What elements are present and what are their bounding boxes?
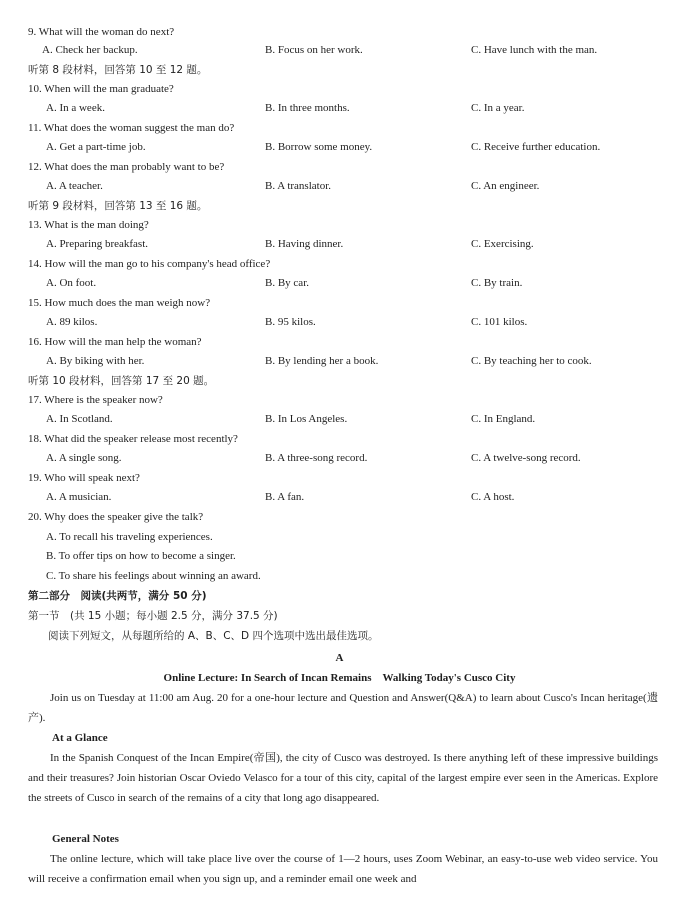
option-10c: C. In a year. (471, 102, 525, 114)
option-16a: A. By biking with her. (46, 355, 145, 367)
glance-paragraph: In the Spanish Conquest of the Incan Empire(帝国), the city of Cusco was destroyed. Is there anything left of these impressive buildings and their treasures? Join historian Oscar Oviedo Velasco for a tour of this city, capital of the largest empire ever seen in the Americas. Explore the streets of Cusco in search of the remains of a city that long ago disappeared. (28, 752, 658, 804)
question-stem-20: 20. Why does the speaker give the talk? (28, 511, 204, 523)
intro-paragraph: Join us on Tuesday at 11:00 am Aug. 20 for a one-hour lecture and Question and Answer(Q&A) to learn about Cusco's Incan heritage(遗产). (28, 692, 658, 724)
question-stem-14: 14. How will the man go to his company's head office? (28, 258, 271, 270)
option-12b: B. A translator. (265, 180, 331, 192)
passage-title: Online Lecture: In Search of Incan Remains Walking Today's Cusco City (163, 672, 516, 684)
option-15c: C. 101 kilos. (471, 316, 528, 328)
option-11c: C. Receive further education. (471, 141, 601, 153)
option-12c: C. An engineer. (471, 180, 540, 192)
option-15b: B. 95 kilos. (265, 316, 316, 328)
section-one-title: 第一节 (共 15 小题；每小题 2.5 分，满分 37.5 分) (28, 610, 278, 622)
option-14b: B. By car. (265, 277, 309, 289)
section-heading-9: 听第 9 段材料，回答第 13 至 16 题。 (28, 200, 208, 212)
option-16b: B. By lending her a book. (265, 355, 379, 367)
option-14a: A. On foot. (46, 277, 97, 289)
option-9c: C. Have lunch with the man. (471, 44, 598, 56)
part-two-title: 第二部分 阅读(共两节，满分 50 分) (28, 590, 207, 602)
question-stem-10: 10. When will the man graduate? (28, 83, 174, 95)
question-stem-11: 11. What does the woman suggest the man do? (28, 122, 235, 134)
option-20a: A. To recall his traveling experiences. (46, 531, 213, 543)
question-stem-13: 13. What is the man doing? (28, 219, 149, 231)
option-9a: A. Check her backup. (42, 44, 138, 56)
question-stem-19: 19. Who will speak next? (28, 472, 140, 484)
option-17a: A. In Scotland. (46, 413, 113, 425)
passage-letter: A (335, 652, 344, 664)
notes-heading: General Notes (52, 833, 119, 845)
notes-paragraph: The online lecture, which will take place live over the course of 1—2 hours, uses Zoom Webinar, an easy-to-use web video service. You will receive a confirmation email when you sign up, and a reminder email one week and (28, 853, 658, 885)
question-stem-9: 9. What will the woman do next? (28, 26, 175, 38)
option-19c: C. A host. (471, 491, 515, 503)
option-18c: C. A twelve-song record. (471, 452, 581, 464)
glance-heading: At a Glance (52, 732, 108, 744)
option-16c: C. By teaching her to cook. (471, 355, 592, 367)
option-20b: B. To offer tips on how to become a singer. (46, 550, 236, 562)
question-stem-17: 17. Where is the speaker now? (28, 394, 163, 406)
question-stem-15: 15. How much does the man weigh now? (28, 297, 211, 309)
option-12a: A. A teacher. (46, 180, 103, 192)
option-11a: A. Get a part-time job. (46, 141, 146, 153)
option-11b: B. Borrow some money. (265, 141, 373, 153)
reading-instruction: 阅读下列短文，从每题所给的 A、B、C、D 四个选项中选出最佳选项。 (48, 630, 379, 642)
option-19b: B. A fan. (265, 491, 305, 503)
option-19a: A. A musician. (46, 491, 112, 503)
question-stem-12: 12. What does the man probably want to be? (28, 161, 225, 173)
option-10b: B. In three months. (265, 102, 350, 114)
option-13c: C. Exercising. (471, 238, 534, 250)
option-9b: B. Focus on her work. (265, 44, 363, 56)
option-17b: B. In Los Angeles. (265, 413, 348, 425)
option-14c: C. By train. (471, 277, 523, 289)
option-13a: A. Preparing breakfast. (46, 238, 149, 250)
question-stem-16: 16. How will the man help the woman? (28, 336, 202, 348)
option-18a: A. A single song. (46, 452, 122, 464)
option-13b: B. Having dinner. (265, 238, 344, 250)
option-18b: B. A three-song record. (265, 452, 368, 464)
option-20c: C. To share his feelings about winning an award. (46, 570, 261, 582)
option-10a: A. In a week. (46, 102, 105, 114)
option-17c: C. In England. (471, 413, 536, 425)
section-heading-8: 听第 8 段材料，回答第 10 至 12 题。 (28, 64, 208, 76)
option-15a: A. 89 kilos. (46, 316, 98, 328)
section-heading-10: 听第 10 段材料，回答第 17 至 20 题。 (28, 375, 215, 387)
question-stem-18: 18. What did the speaker release most recently? (28, 433, 238, 445)
